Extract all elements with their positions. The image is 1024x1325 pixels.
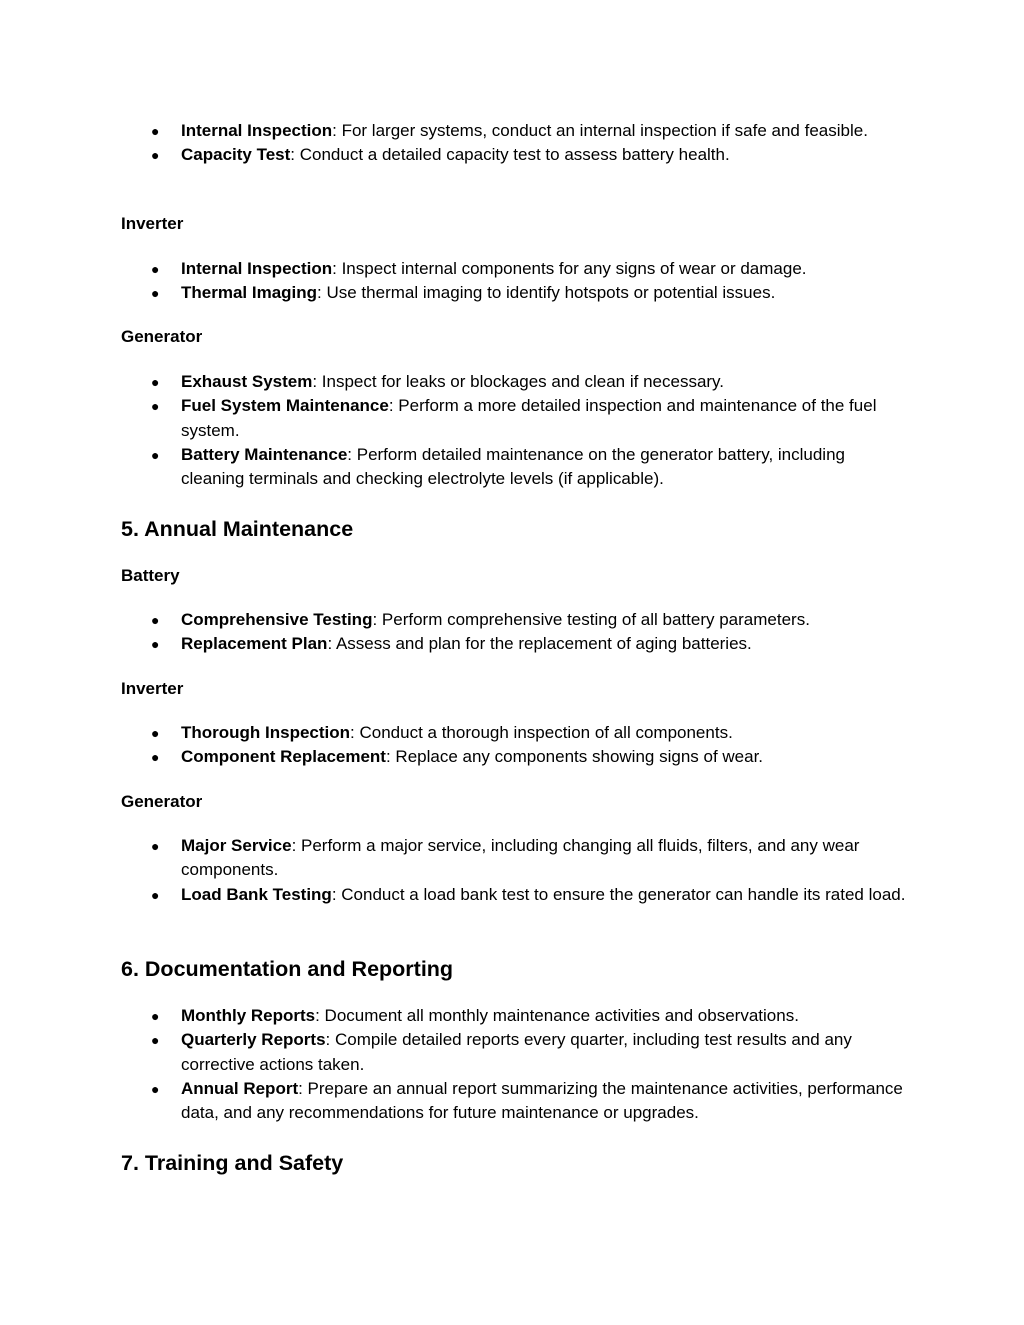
- section-heading-training-safety: 7. Training and Safety: [121, 1151, 344, 1175]
- battery-quarterly-list: [151, 119, 911, 168]
- list-item: [151, 883, 911, 907]
- bullet-icon: ●: [151, 374, 160, 390]
- item-text: : Prepare an annual report summarizing the maintenance activities, performance data, and any recommendations for future maintenance or upgrades.: [181, 1078, 903, 1123]
- bullet-icon: ●: [151, 636, 160, 653]
- list-item: [151, 721, 911, 745]
- item-term: Monthly Reports: [181, 1006, 316, 1025]
- item-text: : Perform a more detailed inspection and maintenance of the fuel system.: [181, 396, 877, 440]
- bullet-icon: ●: [151, 1080, 160, 1097]
- item-term: Thorough Inspection: [181, 723, 351, 742]
- bullet-icon: ●: [151, 261, 160, 277]
- item-text: : Conduct a load bank test to ensure the generator can handle its rated load.: [331, 884, 906, 904]
- list-item: [151, 1077, 911, 1126]
- item-term: Annual Report: [181, 1078, 299, 1098]
- item-term: Replacement Plan: [181, 634, 328, 654]
- item-term: Major Service: [181, 836, 292, 855]
- subheading-inverter: Inverter: [121, 214, 184, 233]
- generator-annual-list: [151, 834, 911, 907]
- subheading-generator: Generator: [121, 327, 203, 346]
- list-item: [151, 257, 911, 281]
- bullet-icon: ●: [151, 1008, 160, 1024]
- item-term: Capacity Test: [181, 145, 291, 165]
- item-term: Load Bank Testing: [181, 884, 332, 904]
- section-heading-documentation-reporting: 6. Documentation and Reporting: [121, 957, 454, 981]
- item-text: : Replace any components showing signs of wear.: [385, 747, 764, 767]
- item-term: Thermal Imaging: [181, 283, 318, 303]
- item-text: : Conduct a detailed capacity test to assess battery health.: [290, 145, 730, 165]
- battery-annual-list: [151, 608, 911, 657]
- item-text: : Document all monthly maintenance activities and observations.: [315, 1006, 799, 1025]
- bullet-icon: ●: [151, 446, 160, 463]
- subheading-battery: Battery: [121, 566, 180, 585]
- item-text: : For larger systems, conduct an internal inspection if safe and feasible.: [332, 121, 868, 140]
- inverter-quarterly-list: [151, 257, 911, 306]
- list-item: [151, 443, 911, 492]
- bullet-icon: ●: [151, 147, 160, 164]
- item-text: : Perform a major service, including changing all fluids, filters, and any wear components.: [181, 836, 860, 880]
- list-item: [151, 745, 911, 769]
- item-text: : Use thermal imaging to identify hotspots or potential issues.: [317, 283, 776, 303]
- generator-quarterly-list: [151, 370, 911, 491]
- item-text: : Inspect internal components for any signs of wear or damage.: [332, 259, 807, 278]
- list-item: [151, 119, 911, 143]
- item-text: : Inspect for leaks or blockages and clean if necessary.: [312, 372, 725, 391]
- item-term: Exhaust System: [181, 372, 313, 391]
- bullet-icon: ●: [151, 886, 160, 903]
- item-term: Internal Inspection: [181, 259, 333, 278]
- bullet-icon: ●: [151, 398, 160, 415]
- section-heading-annual-maintenance: 5. Annual Maintenance: [121, 517, 354, 541]
- bullet-icon: ●: [151, 612, 160, 628]
- item-term: Quarterly Reports: [181, 1030, 326, 1050]
- bullet-icon: ●: [151, 725, 160, 741]
- list-item: [151, 1028, 911, 1077]
- item-text: : Conduct a thorough inspection of all components.: [350, 723, 733, 742]
- item-term: Fuel System Maintenance: [181, 396, 389, 416]
- list-item: [151, 370, 911, 394]
- item-term: Component Replacement: [181, 747, 386, 767]
- list-item: [151, 1004, 911, 1028]
- item-term: Battery Maintenance: [181, 444, 348, 464]
- list-item: [151, 608, 911, 632]
- list-item: [151, 394, 911, 443]
- item-term: Internal Inspection: [181, 121, 333, 140]
- bullet-icon: ●: [151, 749, 160, 766]
- list-item: [151, 632, 911, 656]
- bullet-icon: ●: [151, 838, 160, 854]
- bullet-icon: ●: [151, 123, 160, 139]
- item-text: : Compile detailed reports every quarter, including test results and any corrective actions taken.: [181, 1030, 852, 1074]
- inverter-annual-list: [151, 721, 911, 770]
- subheading-generator: Generator: [121, 792, 203, 811]
- list-item: [151, 834, 911, 883]
- reporting-list: [151, 1004, 911, 1125]
- item-term: Comprehensive Testing: [181, 610, 373, 629]
- list-item: [151, 281, 911, 305]
- item-text: : Perform comprehensive testing of all battery parameters.: [372, 610, 810, 629]
- bullet-icon: ●: [151, 285, 160, 302]
- bullet-icon: ●: [151, 1032, 160, 1049]
- list-item: [151, 143, 911, 167]
- subheading-inverter: Inverter: [121, 679, 184, 698]
- item-text: : Assess and plan for the replacement of aging batteries.: [327, 634, 752, 654]
- item-text: : Perform detailed maintenance on the generator battery, including cleaning terminals and checking electrolyte levels (if applicable).: [181, 444, 845, 489]
